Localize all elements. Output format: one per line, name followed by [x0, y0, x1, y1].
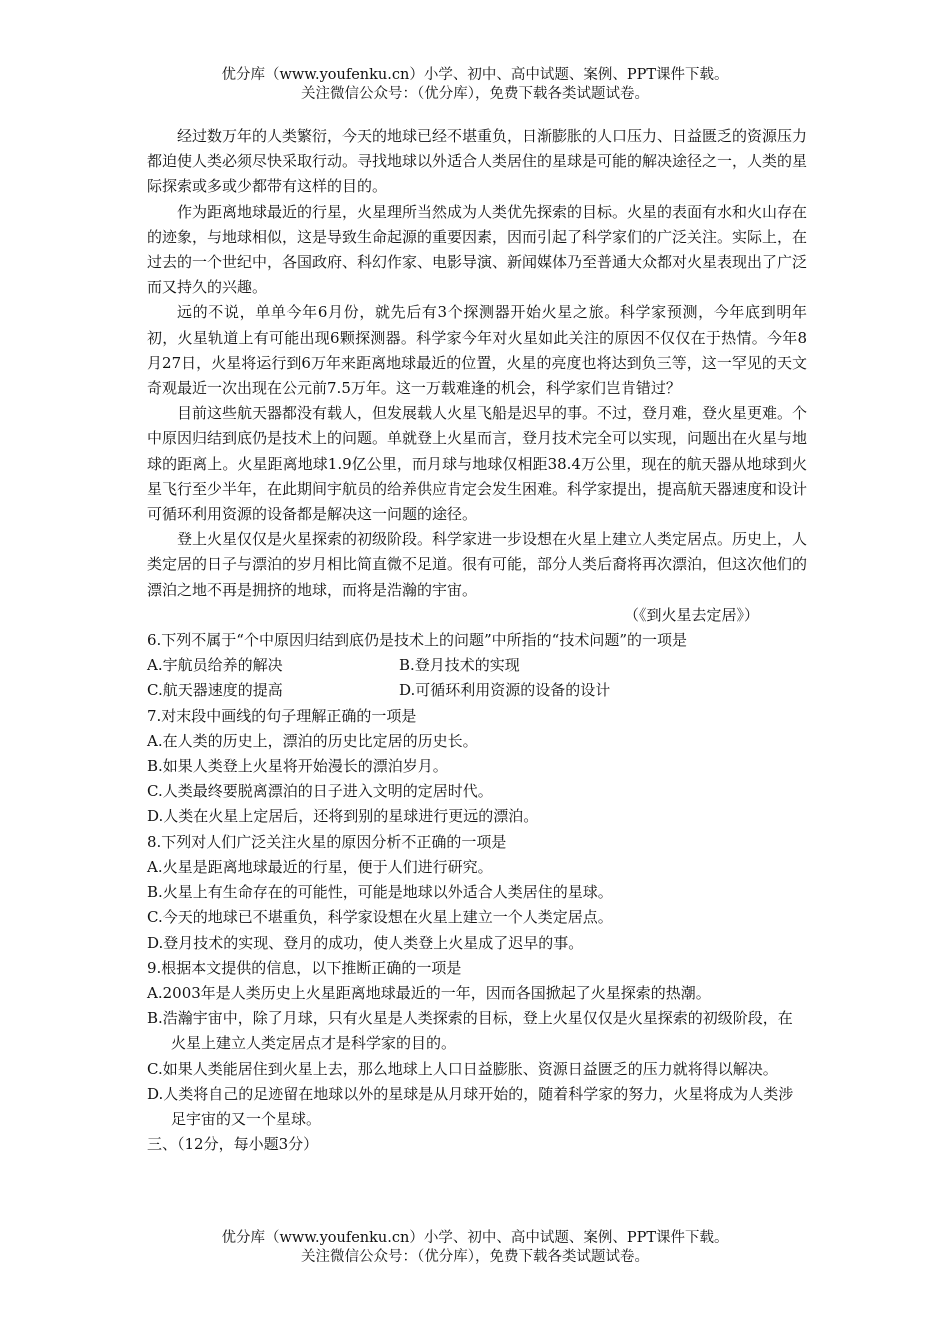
question-6	[147, 628, 807, 704]
option-a: A.在人类的历史上，漂泊的历史比定居的历史长。	[147, 731, 478, 750]
question-9	[147, 956, 807, 1132]
option-d: D.登月技术的实现、登月的成功，使人类登上火星成了迟早的事。	[147, 933, 584, 952]
option-a: A.2003年是人类历史上火星距离地球最近的一年，因而各国掀起了火星探索的热潮。	[147, 983, 711, 1002]
option-c: C.今天的地球已不堪重负，科学家设想在火星上建立一个人类定居点。	[147, 908, 613, 927]
option-d: D.人类将自己的足迹留在地球以外的星球是从月球开始的，随着科学家的努力，火星将成为人类涉足宇宙的又一个星球。	[147, 1084, 794, 1128]
question-7	[147, 704, 807, 830]
option-b: B.浩瀚宇宙中，除了月球，只有火星是人类探索的目标，登上火星仅仅是火星探索的初级阶段，在火星上建立人类定居点才是科学家的目的。	[147, 1009, 793, 1053]
question-stem: 9.根据本文提供的信息，以下推断正确的一项是	[147, 958, 462, 977]
bottom-footer	[0, 1229, 950, 1267]
passage-paragraph-2: 作为距离地球最近的行星，火星理所当然成为人类优先探索的目标。火星的表面有水和火山存在的迹象，与地球相似，这是导致生命起源的重要因素，因而引起了科学家们的广泛关注。实际上，在过去的一个世纪中，各国政府、科幻作家、电影导演、新闻媒体乃至普通大众都对火星表现出了广泛而又持久的兴趣。	[147, 202, 808, 297]
option-a: A.宇航员给养的解决	[147, 656, 283, 675]
section-3-heading: 三、（12分，每小题3分）	[147, 1135, 319, 1154]
footer-line-2: 关注微信公众号：（优分库），免费下载各类试题试卷。	[301, 1249, 649, 1265]
question-stem: 6.下列不属于“个中原因归结到底仍是技术上的问题”中所指的“技术问题”的一项是	[147, 631, 687, 650]
passage-paragraph-5: 登上火星仅仅是火星探索的初级阶段。科学家进一步设想在火星上建立人类定居点。历史上，人类定居的日子与漂泊的岁月相比简直微不足道。很有可能，部分人类后裔将再次漂泊，但这次他们的漂泊之地不再是拥挤的地球，而将是浩瀚的宇宙。	[147, 530, 808, 599]
question-8	[147, 830, 807, 956]
option-b: B.登月技术的实现	[399, 656, 520, 675]
question-stem: 7.对末段中画线的句子理解正确的一项是	[147, 706, 417, 725]
question-stem: 8.下列对人们广泛关注火星的原因分析不正确的一项是	[147, 832, 507, 851]
option-c: C.人类最终要脱离漂泊的日子进入文明的定居时代。	[147, 782, 493, 801]
passage-paragraph-1: 经过数万年的人类繁衍，今天的地球已经不堪重负，日渐膨胀的人口压力、日益匮乏的资源压力都迫使人类必须尽快采取行动。寻找地球以外适合人类居住的星球是可能的解决途径之一，人类的星际探索或多或少都带有这样的目的。	[147, 127, 808, 196]
passage-paragraph-3: 远的不说，单单今年6月份，就先后有3个探测器开始火星之旅。科学家预测，今年底到明年初，火星轨道上有可能出现6颗探测器。科学家今年对火星如此关注的原因不仅仅在于热情。今年8月27日，火星将运行到6万年来距离地球最近的位置，火星的亮度也将达到负三等，这一罕见的天文奇观最近一次出现在公元前7.5万年。这一万载难逢的机会，科学家们岂肯错过？	[147, 303, 807, 398]
option-c: C.如果人类能居住到火星上去，那么地球上人口日益膨胀、资源日益匮乏的压力就将得以解决。	[147, 1059, 778, 1078]
option-c: C.航天器速度的提高	[147, 681, 283, 700]
option-b: B.火星上有生命存在的可能性，可能是地球以外适合人类居住的星球。	[147, 883, 613, 902]
option-a: A.火星是距离地球最近的行星，便于人们进行研究。	[147, 857, 493, 876]
header-line-2: 关注微信公众号：（优分库），免费下载各类试题试卷。	[301, 86, 649, 102]
passage-source: （《到火星去定居》）	[623, 605, 759, 624]
option-d: D.可循环利用资源的设备的设计	[399, 681, 611, 700]
option-d: D.人类在火星上定居后，还将到别的星球进行更远的漂泊。	[147, 807, 539, 826]
footer-line-1: 优分库（www.youfenku.cn）小学、初中、高中试题、案例、PPT课件下载。	[221, 1230, 729, 1246]
option-b: B.如果人类登上火星将开始漫长的漂泊岁月。	[147, 757, 448, 776]
top-header	[0, 66, 950, 104]
passage-paragraph-4: 目前这些航天器都没有载人，但发展载人火星飞船是迟早的事。不过，登月难，登火星更难。个中原因归结到底仍是技术上的问题。单就登上火星而言，登月技术完全可以实现，问题出在火星与地球的距离上。火星距离地球1.9亿公里，而月球与地球仅相距38.4万公里，现在的航天器从地球到火星飞行至少半年，在此期间宇航员的给养供应肯定会发生困难。科学家提出，提高航天器速度和设计可循环利用资源的设备都是解决这一问题的途径。	[147, 404, 808, 524]
header-line-1: 优分库（www.youfenku.cn）小学、初中、高中试题、案例、PPT课件下载。	[221, 67, 729, 83]
document-body	[147, 124, 807, 1157]
